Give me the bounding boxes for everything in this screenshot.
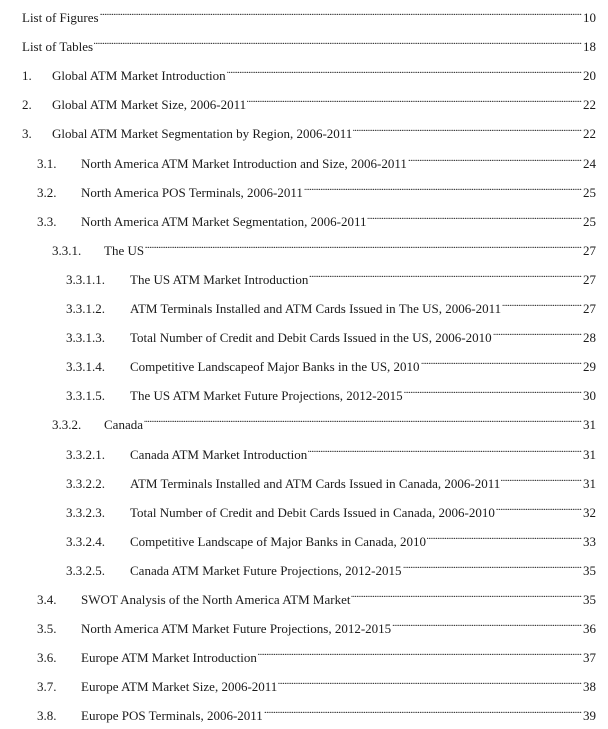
toc-entry[interactable] bbox=[22, 33, 596, 55]
toc-entry-title[interactable]: Global ATM Market Size, 2006-2011 bbox=[52, 97, 247, 113]
toc-entry-number: 3.3.2.1. bbox=[66, 446, 105, 462]
dot-leader bbox=[404, 382, 582, 400]
toc-entry-title[interactable]: SWOT Analysis of the North America ATM Market bbox=[81, 592, 351, 607]
toc-entry-number: 3.3.1.2. bbox=[66, 301, 105, 316]
toc-entry-title[interactable]: Europe POS Terminals, 2006-2011 bbox=[81, 708, 263, 724]
toc-entry-page-number[interactable]: 36 bbox=[583, 621, 596, 637]
toc-entry-number: 3.3. bbox=[37, 213, 57, 229]
dot-leader bbox=[403, 557, 582, 575]
toc-entry-number: 3.3.2. bbox=[52, 417, 82, 433]
toc-entry-title[interactable]: Canada bbox=[104, 417, 143, 433]
dot-leader bbox=[94, 33, 582, 51]
toc-entry-title[interactable]: The US ATM Market Introduction bbox=[130, 271, 309, 287]
toc-entry-title[interactable]: ATM Terminals Installed and ATM Cards Issued in The US, 2006-2011 bbox=[130, 301, 502, 316]
toc-entry[interactable] bbox=[22, 62, 596, 84]
toc-entry[interactable] bbox=[66, 295, 596, 316]
toc-entry[interactable] bbox=[66, 499, 596, 520]
toc-entry[interactable] bbox=[37, 644, 596, 666]
toc-entry-page-number[interactable]: 25 bbox=[583, 184, 596, 200]
toc-entry[interactable] bbox=[37, 673, 596, 695]
toc-entry-number: 3.3.2.2. bbox=[66, 475, 105, 491]
toc-entry-title[interactable]: North America ATM Market Future Projections, 2012-2015 bbox=[81, 621, 392, 637]
toc-entry-page-number[interactable]: 22 bbox=[583, 97, 596, 113]
toc-entry-title[interactable]: The US ATM Market Future Projections, 2012-2015 bbox=[130, 388, 403, 404]
toc-entry-number: 3.3.2.3. bbox=[66, 504, 105, 520]
toc-entry-page-number[interactable]: 39 bbox=[583, 708, 596, 724]
toc-entry-page-number[interactable]: 24 bbox=[583, 155, 596, 171]
toc-entry-page-number[interactable]: 32 bbox=[583, 504, 596, 520]
toc-entry-number: 3.8. bbox=[37, 708, 57, 724]
toc-entry[interactable] bbox=[66, 382, 596, 404]
toc-entry-number: 3.4. bbox=[37, 592, 57, 607]
toc-entry-title[interactable]: Europe ATM Market Size, 2006-2011 bbox=[81, 679, 278, 695]
toc-entry[interactable] bbox=[66, 324, 596, 346]
toc-entry-page-number[interactable]: 28 bbox=[583, 330, 596, 346]
dot-leader bbox=[247, 91, 582, 109]
dot-leader bbox=[351, 586, 582, 604]
dot-leader bbox=[304, 179, 582, 197]
dot-leader bbox=[367, 208, 582, 226]
toc-entry-page-number[interactable]: 29 bbox=[583, 359, 596, 375]
toc-entry-number: 3.3.1.4. bbox=[66, 359, 105, 375]
dot-leader bbox=[421, 353, 582, 371]
toc-entry-number: 3.3.2.4. bbox=[66, 533, 105, 549]
toc-entry[interactable] bbox=[66, 353, 596, 375]
toc-entry[interactable] bbox=[66, 266, 596, 287]
toc-entry[interactable] bbox=[22, 91, 596, 113]
toc-entry-page-number[interactable]: 27 bbox=[583, 271, 596, 287]
toc-entry-page-number[interactable]: 10 bbox=[583, 10, 596, 25]
toc-entry-number: 3.3.1. bbox=[52, 242, 82, 258]
toc-entry-page-number[interactable]: 25 bbox=[583, 213, 596, 229]
toc-entry[interactable] bbox=[37, 179, 596, 200]
toc-entry-page-number[interactable]: 35 bbox=[583, 562, 596, 578]
dot-leader bbox=[227, 62, 582, 80]
dot-leader bbox=[145, 237, 582, 255]
toc-entry-number: 3.3.1.1. bbox=[66, 271, 105, 287]
toc-entry-title[interactable]: Total Number of Credit and Debit Cards Issued in Canada, 2006-2010 bbox=[130, 504, 495, 520]
toc-entry-title[interactable]: The US bbox=[104, 242, 145, 258]
toc-entry-number: 3.3.2.5. bbox=[66, 562, 105, 578]
toc-entry-page-number[interactable]: 31 bbox=[583, 446, 596, 462]
toc-entry-number: 3.3.1.5. bbox=[66, 388, 105, 404]
toc-entry[interactable] bbox=[52, 237, 596, 258]
toc-entry-number: 3.5. bbox=[37, 621, 57, 637]
toc-entry-title[interactable]: Canada ATM Market Introduction bbox=[130, 446, 308, 462]
toc-entry-title[interactable]: North America ATM Market Segmentation, 2006-2011 bbox=[81, 213, 367, 229]
toc-entry-number: 3.6. bbox=[37, 650, 57, 666]
toc-entry-page-number[interactable]: 22 bbox=[583, 126, 596, 142]
toc-entry-number: 3.3.1.3. bbox=[66, 330, 105, 346]
toc-entry-page-number[interactable]: 33 bbox=[583, 533, 596, 549]
toc-entry-title[interactable]: Canada ATM Market Future Projections, 2012-2015 bbox=[130, 562, 402, 578]
dot-leader bbox=[408, 150, 582, 168]
toc-entry-page-number[interactable]: 38 bbox=[583, 679, 596, 695]
dot-leader bbox=[392, 615, 582, 633]
toc-entry-title[interactable]: List of Figures bbox=[22, 10, 99, 25]
toc-entry-title[interactable]: Europe ATM Market Introduction bbox=[81, 650, 257, 666]
toc-entry-title[interactable]: Competitive Landscapeof Major Banks in the US, 2010 bbox=[130, 359, 420, 375]
toc-entry[interactable] bbox=[37, 208, 596, 229]
toc-entry[interactable] bbox=[66, 528, 596, 549]
dot-leader bbox=[278, 673, 582, 691]
toc-entry[interactable] bbox=[66, 470, 596, 491]
toc-entry[interactable] bbox=[37, 586, 596, 607]
toc-entry-page-number[interactable]: 27 bbox=[583, 242, 596, 258]
dot-leader bbox=[264, 702, 582, 720]
toc-entry-page-number[interactable]: 18 bbox=[583, 39, 596, 55]
dot-leader bbox=[100, 4, 582, 22]
dot-leader bbox=[258, 644, 582, 662]
toc-entry[interactable] bbox=[52, 411, 596, 433]
toc-entry-page-number[interactable]: 35 bbox=[583, 592, 596, 607]
dot-leader bbox=[427, 528, 582, 546]
dot-leader bbox=[496, 499, 582, 517]
toc-entry-number: 3. bbox=[22, 126, 32, 142]
toc-entry-title[interactable]: Global ATM Market Segmentation by Region, 2006-2011 bbox=[52, 126, 353, 142]
toc-entry-page-number[interactable]: 27 bbox=[583, 301, 596, 316]
toc-entry[interactable] bbox=[37, 615, 596, 637]
dot-leader bbox=[308, 441, 582, 459]
toc-entry-title[interactable]: Competitive Landscape of Major Banks in Canada, 2010 bbox=[130, 533, 427, 549]
toc-entry-title[interactable]: Global ATM Market Introduction bbox=[52, 68, 226, 84]
toc-entry-page-number[interactable]: 37 bbox=[583, 650, 596, 666]
toc-entry-title[interactable]: ATM Terminals Installed and ATM Cards Issued in Canada, 2006-2011 bbox=[130, 475, 501, 491]
toc-entry-page-number[interactable]: 31 bbox=[583, 417, 596, 433]
toc-entry-number: 1. bbox=[22, 68, 32, 84]
toc-entry-page-number[interactable]: 20 bbox=[583, 68, 596, 84]
toc-entry-number: 3.1. bbox=[37, 155, 57, 171]
dot-leader bbox=[502, 295, 582, 313]
toc-entry-title[interactable]: List of Tables bbox=[22, 39, 94, 55]
toc-entry-page-number[interactable]: 31 bbox=[583, 475, 596, 491]
toc-entry-number: 3.7. bbox=[37, 679, 57, 695]
dot-leader bbox=[493, 324, 582, 342]
toc-entry-number: 2. bbox=[22, 97, 32, 113]
dot-leader bbox=[353, 120, 582, 138]
toc-entry[interactable] bbox=[66, 441, 596, 462]
dot-leader bbox=[309, 266, 582, 284]
toc-entry-title[interactable]: North America POS Terminals, 2006-2011 bbox=[81, 184, 303, 200]
dot-leader bbox=[501, 470, 582, 488]
toc-entry[interactable] bbox=[37, 702, 596, 724]
toc-entry-page-number[interactable]: 30 bbox=[583, 388, 596, 404]
toc-entry[interactable] bbox=[37, 150, 596, 171]
toc-entry-title[interactable]: Total Number of Credit and Debit Cards Issued in the US, 2006-2010 bbox=[130, 330, 492, 346]
toc-entry-number: 3.2. bbox=[37, 184, 57, 200]
toc-entry[interactable] bbox=[66, 557, 596, 578]
dot-leader bbox=[144, 411, 582, 429]
toc-entry[interactable] bbox=[22, 4, 596, 25]
toc-entry[interactable] bbox=[22, 120, 596, 142]
toc-entry-title[interactable]: North America ATM Market Introduction and Size, 2006-2011 bbox=[81, 155, 407, 171]
